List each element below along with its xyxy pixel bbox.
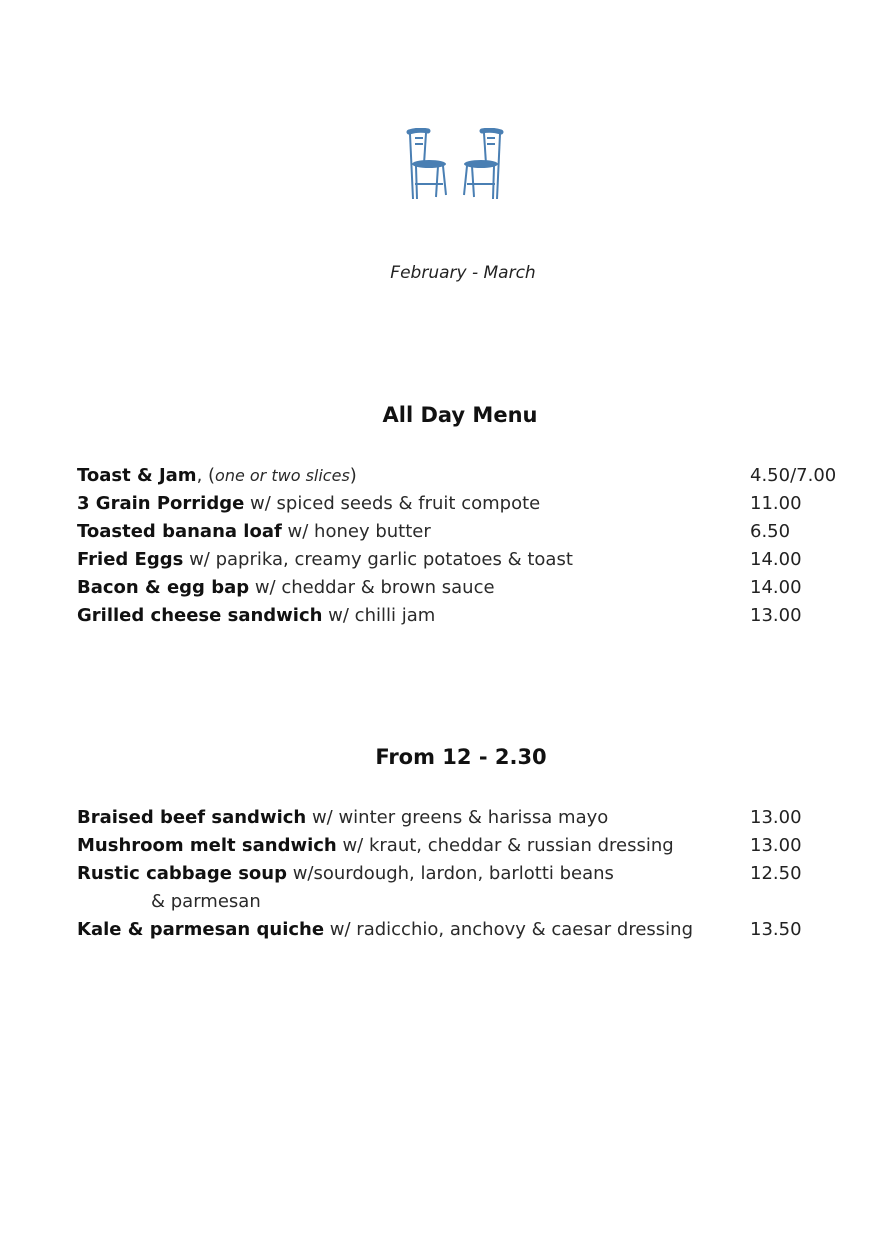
item-name: 3 Grain Porridge [77, 493, 245, 514]
lunch-menu-items [77, 804, 857, 944]
item-price: 12.50 [750, 863, 802, 884]
item-desc: , ( [196, 465, 216, 486]
item-desc: w/ paprika, creamy garlic potatoes & toast [183, 549, 573, 570]
item-price: 13.50 [750, 919, 802, 940]
item-desc: w/ radicchio, anchovy & caesar dressing [324, 919, 693, 940]
item-name: Grilled cheese sandwich [77, 605, 323, 626]
item-name: Braised beef sandwich [77, 807, 307, 828]
item-price: 14.00 [750, 577, 802, 598]
item-name: Toasted banana loaf [77, 521, 282, 542]
menu-period: February - March [390, 263, 536, 283]
item-name: Kale & parmesan quiche [77, 919, 325, 940]
item-name: Rustic cabbage soup [77, 863, 287, 884]
chairs-logo [405, 128, 505, 202]
menu-item [77, 518, 857, 546]
item-note: one or two slices [215, 466, 350, 485]
menu-item [77, 574, 857, 602]
item-price: 13.00 [750, 807, 802, 828]
item-note-end: ) [349, 465, 357, 486]
item-name: Toast & Jam [77, 465, 197, 486]
item-price: 6.50 [750, 521, 791, 542]
item-price: 11.00 [750, 493, 802, 514]
item-desc: w/ chilli jam [322, 605, 436, 626]
item-name: Bacon & egg bap [77, 577, 250, 598]
menu-item [77, 804, 857, 832]
item-desc: w/ kraut, cheddar & russian dressing [336, 835, 674, 856]
menu-item [77, 860, 857, 916]
all-day-menu-items [77, 462, 857, 630]
item-desc: w/ cheddar & brown sauce [249, 577, 495, 598]
item-desc: w/ spiced seeds & fruit compote [244, 493, 541, 514]
item-desc: w/sourdough, lardon, barlotti beans [286, 863, 614, 884]
item-price: 13.00 [750, 835, 802, 856]
item-desc: w/ honey butter [281, 521, 431, 542]
item-desc-continued: & parmesan [151, 891, 261, 912]
menu-item [77, 546, 857, 574]
item-price: 14.00 [750, 549, 802, 570]
item-desc: w/ winter greens & harissa mayo [306, 807, 609, 828]
menu-item [77, 832, 857, 860]
all-day-menu-title: All Day Menu [382, 403, 538, 427]
two-chairs-icon [405, 128, 505, 202]
item-name: Fried Eggs [77, 549, 184, 570]
item-price: 13.00 [750, 605, 802, 626]
lunch-menu-title: From 12 - 2.30 [375, 745, 547, 769]
menu-item [77, 462, 857, 490]
item-price: 4.50/7.00 [750, 465, 837, 486]
menu-item [77, 916, 857, 944]
menu-item [77, 602, 857, 630]
item-name: Mushroom melt sandwich [77, 835, 337, 856]
menu-item [77, 490, 857, 518]
